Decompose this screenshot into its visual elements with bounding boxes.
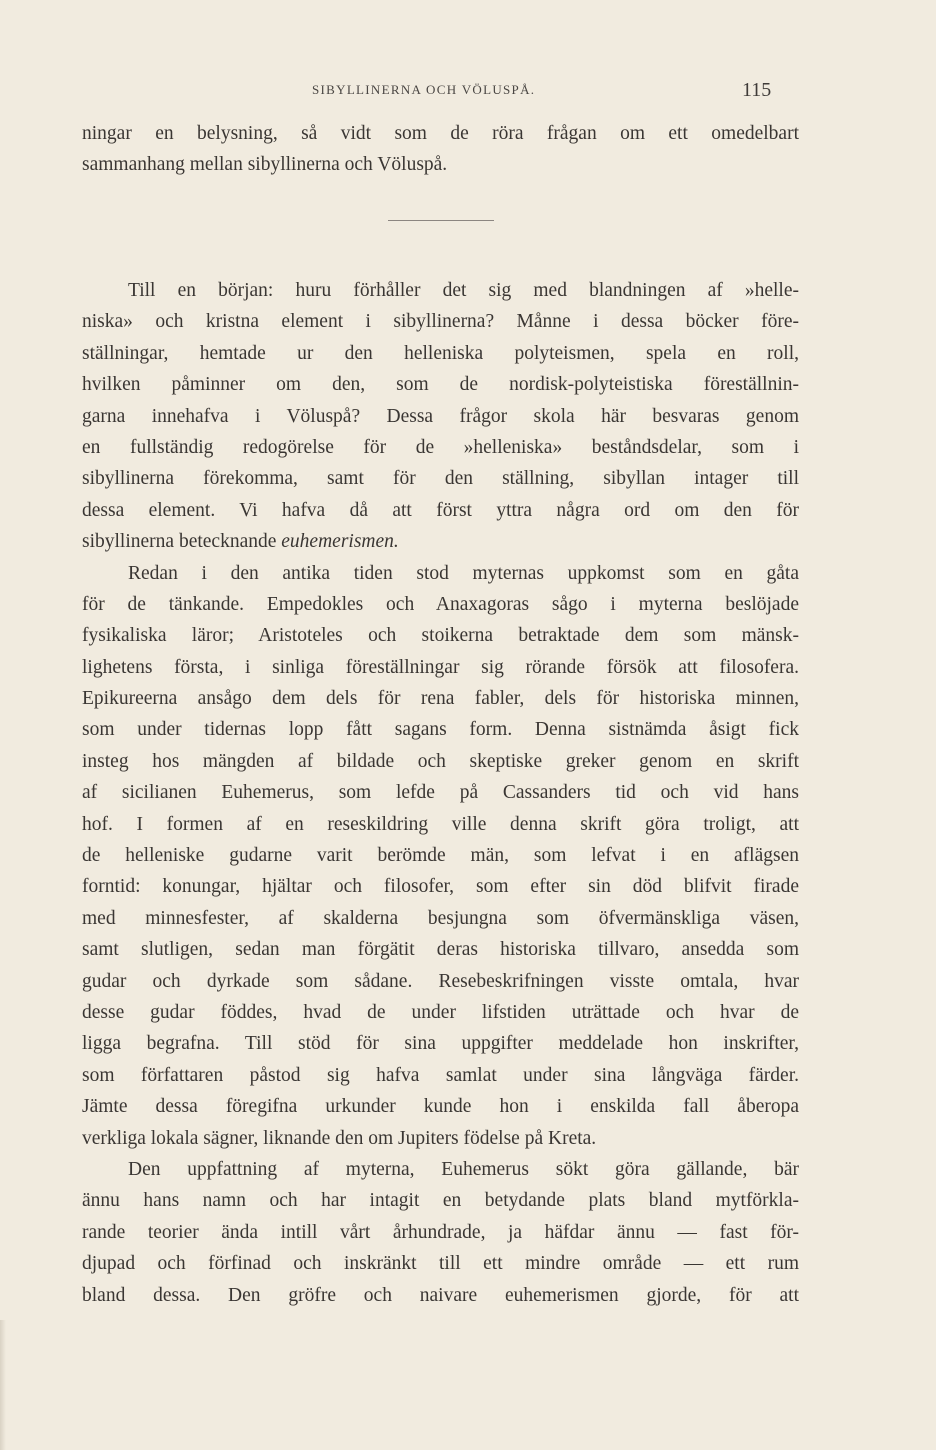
text-line: som författaren påstod sig hafva samlat under sina långväga färder. (82, 1064, 799, 1086)
page-edge-shadow (0, 1320, 6, 1450)
text-line: gudar och dyrkade som sådane. Resebeskrifningen visste omtala, hvar (82, 970, 799, 992)
text-line: fysikaliska läror; Aristoteles och stoikerna betraktade dem som mänsk- (82, 625, 799, 647)
text-line: Till en början: huru förhåller det sig med blandningen af »helle- (128, 280, 799, 301)
text-line: ännu hans namn och har intagit en betydande plats bland mytförkla- (82, 1190, 799, 1212)
page-number: 115 (742, 79, 772, 101)
text-line: hof. I formen af en reseskildring ville denna skrift göra troligt, att (82, 813, 799, 835)
text-line: Den uppfattning af myterna, Euhemerus sökt göra gällande, bär (128, 1158, 799, 1180)
text-line: desse gudar föddes, hvad de under lifstiden uträttade och hvar de (82, 1001, 799, 1023)
text-line: hvilken påminner om den, som de nordisk-polyteistiska föreställnin- (82, 374, 799, 396)
italic-term: euhemerismen. (281, 531, 399, 553)
section-divider (388, 220, 494, 221)
text-line-with-term (82, 526, 799, 557)
text-line: de helleniske gudarne varit berömde män, som lefvat i en aflägsen (82, 845, 799, 867)
section-body (82, 275, 799, 1311)
text-line: forntid: konungar, hjältar och filosofer, som efter sin död blifvit firade (82, 876, 799, 898)
text-line: sibyllinerna betecknande (82, 531, 277, 553)
text-line: Jämte dessa föregifna urkunder kunde hon i enskilda fall åberopa (82, 1096, 799, 1118)
running-title: SIBYLLINERNA OCH VÖLUSPÅ. (312, 82, 536, 97)
text-line: ningar en belysning, så vidt som de röra frågan om ett omedelbart (82, 123, 799, 144)
text-line: garna innehafva i Völuspå? Dessa frågor skola här besvaras genom (82, 405, 799, 427)
text-line: ställningar, hemtade ur den helleniska polyteismen, spela en roll, (82, 342, 799, 364)
text-line: Redan i den antika tiden stod myternas uppkomst som en gåta (128, 562, 799, 584)
text-line: niska» och kristna element i sibyllinerna? Månne i dessa böcker före- (82, 311, 799, 333)
text-line: som under tidernas lopp fått sagans form. Denna sistnämda åsigt fick (82, 719, 799, 741)
text-line: rande teorier ända intill vårt århundrade, ja häfdar ännu — fast för- (82, 1221, 799, 1243)
opening-paragraph (82, 118, 799, 181)
text-line: med minnesfester, af skalderna besjungna som öfvermänskliga väsen, (82, 907, 799, 929)
text-line: sammanhang mellan sibyllinerna och Völuspå. (82, 154, 448, 176)
text-line: djupad och förfinad och inskränkt till ett mindre område — ett rum (82, 1253, 799, 1275)
text-line: Epikureerna ansågo dem dels för rena fabler, dels för historiska minnen, (82, 688, 799, 710)
text-line: af sicilianen Euhemerus, som lefde på Cassanders tid och vid hans (82, 782, 799, 804)
text-line: insteg hos mängden af bildade och skeptiske greker genom en skrift (82, 750, 799, 772)
text-line: bland dessa. Den gröfre och naivare euhemerismen gjorde, för att (82, 1284, 799, 1306)
text-line: dessa element. Vi hafva då att först yttra några ord om den för (82, 499, 799, 521)
text-line: samt slutligen, sedan man förgätit deras historiska tillvaro, ansedda som (82, 939, 799, 961)
text-line: sibyllinerna förekomma, samt för den ställning, sibyllan intager till (82, 468, 799, 490)
text-line: en fullständig redogörelse för de »helleniska» beståndsdelar, som i (82, 436, 799, 458)
running-header (0, 79, 936, 101)
text-line: lighetens första, i sinliga föreställningar sig rörande försök att filosofera. (82, 656, 799, 678)
text-line: för de tänkande. Empedokles och Anaxagoras sågo i myterna beslöjade (82, 593, 799, 615)
text-line: verkliga lokala sägner, liknande den om Jupiters födelse på Kreta. (82, 1127, 597, 1149)
text-line: ligga begrafna. Till stöd för sina uppgifter meddelade hon inskrifter, (82, 1033, 799, 1055)
